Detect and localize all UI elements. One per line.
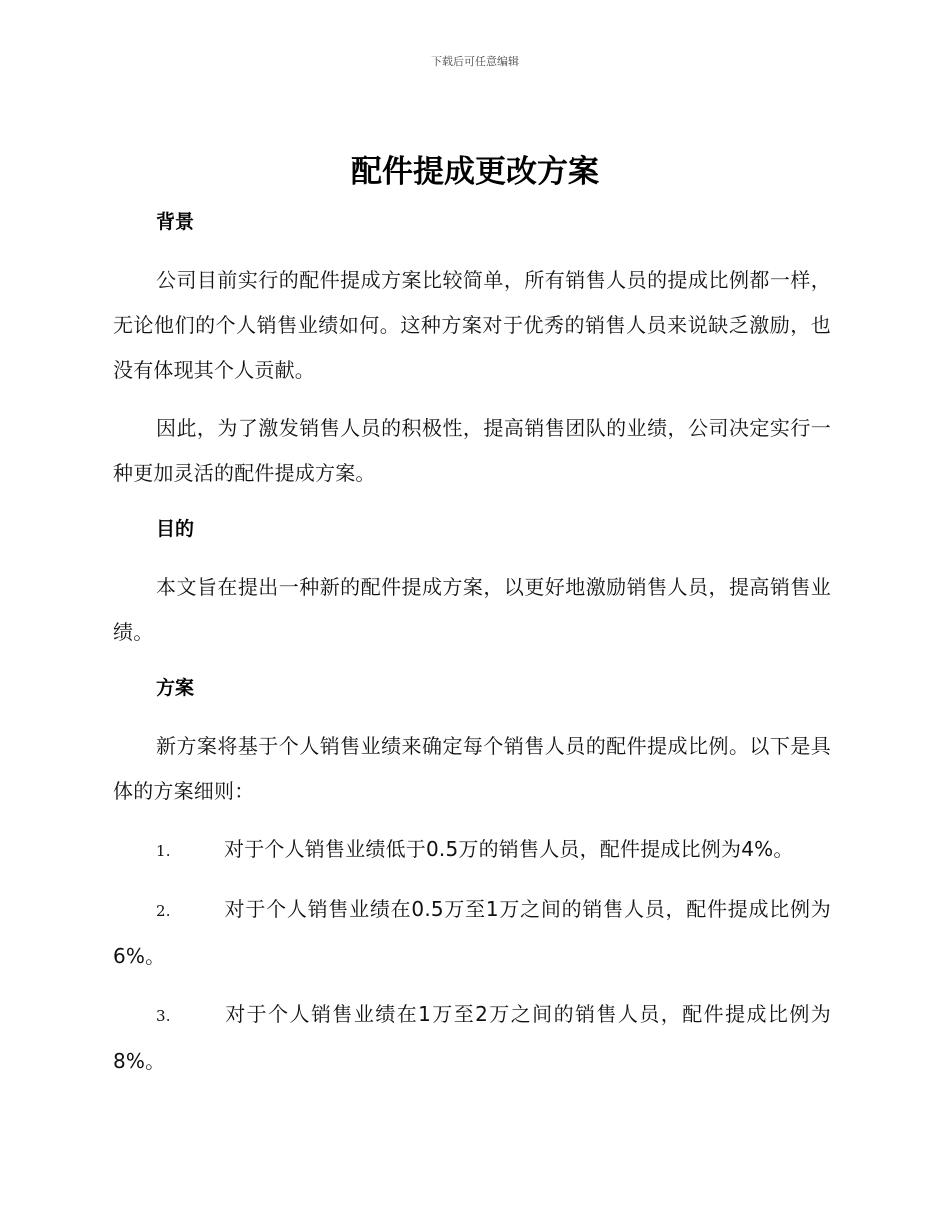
list-item (113, 992, 831, 1084)
document-title: 配件提成更改方案 (351, 154, 599, 190)
list-item-number: 3. (156, 1007, 171, 1025)
list-item-text: 对于个人销售业绩在1万至2万之间的销售人员，配件提成比例为8%。 (113, 1002, 831, 1073)
list-item-number: 2. (156, 902, 171, 920)
list-item (113, 827, 831, 874)
paragraph: 公司目前实行的配件提成方案比较简单，所有销售人员的提成比例都一样，无论他们的个人销售业绩如何。这种方案对于优秀的销售人员来说缺乏激励，也没有体现其个人贡献。 (113, 268, 831, 382)
list-item-number: 1. (156, 842, 171, 860)
paragraph: 本文旨在提出一种新的配件提成方案，以更好地激励销售人员，提高销售业绩。 (113, 575, 831, 644)
document-body (113, 202, 831, 1084)
list-item-text: 对于个人销售业绩在0.5万至1万之间的销售人员，配件提成比例为6%。 (113, 897, 831, 968)
section-heading: 方案 (156, 677, 195, 699)
page-header-note: 下载后可任意编辑 (431, 55, 519, 68)
section-heading: 背景 (156, 211, 195, 233)
section-purpose (113, 509, 831, 668)
section-plan (113, 668, 831, 1084)
paragraph: 新方案将基于个人销售业绩来确定每个销售人员的配件提成比例。以下是具体的方案细则： (113, 734, 831, 803)
section-background (113, 202, 831, 509)
plan-rules-list (113, 827, 831, 1084)
section-heading: 目的 (156, 518, 195, 540)
list-item (113, 887, 831, 979)
paragraph: 因此，为了激发销售人员的积极性，提高销售团队的业绩，公司决定实行一种更加灵活的配件提成方案。 (113, 416, 831, 485)
list-item-text: 对于个人销售业绩低于0.5万的销售人员，配件提成比例为4%。 (224, 837, 794, 861)
